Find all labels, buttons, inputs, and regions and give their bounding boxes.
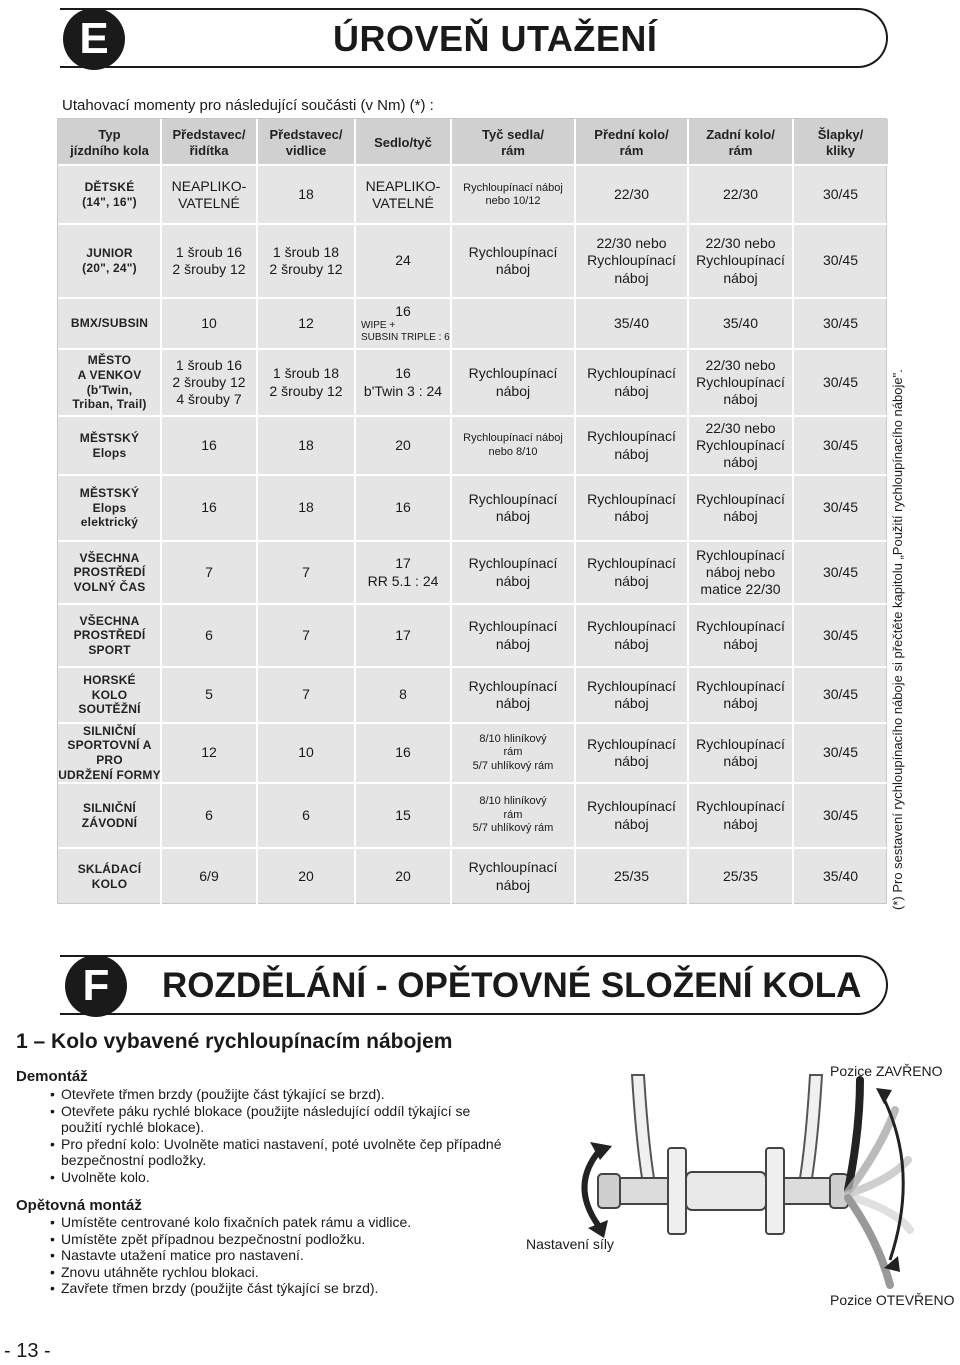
torque-value-cell: Rychloupínací náboj	[696, 735, 785, 769]
column-header: Typ jízdního kola	[70, 126, 149, 158]
torque-value-cell: 35/40	[822, 867, 859, 884]
torque-value-cell: 35/40	[613, 314, 650, 331]
torque-value-cell: 18	[298, 186, 314, 203]
bike-type-cell: DĚTSKÉ (14", 16")	[82, 180, 137, 209]
torque-value-cell: 12	[201, 744, 217, 761]
torque-value-cell: Rychloupínací náboj	[696, 798, 785, 832]
remount-heading: Opětovná montáž	[16, 1197, 142, 1214]
torque-value-cell: 10	[201, 314, 217, 331]
remount-item: • Znovu utáhněte rychlou blokaci.	[50, 1264, 510, 1281]
bike-type-cell: MĚSTO A VENKOV (b'Twin, Triban, Trail)	[72, 353, 147, 412]
torque-value-cell: Rychloupínací náboj	[468, 618, 558, 652]
column-header: Sedlo/tyč	[374, 134, 432, 150]
torque-value-cell: 10	[298, 744, 314, 761]
torque-value-cell: Rychloupínací náboj	[468, 677, 558, 711]
torque-value-cell: Rychloupínací náboj	[587, 618, 676, 652]
torque-value-cell: NEAPLIKO- VATELNÉ	[365, 177, 441, 211]
torque-value-cell: Rychloupínací náboj	[587, 555, 676, 589]
torque-value-cell: 30/45	[822, 373, 859, 390]
section-f-letter: F	[82, 961, 110, 1010]
torque-value-cell: Rychloupínací náboj	[587, 798, 676, 832]
torque-value-cell: 18	[298, 499, 314, 516]
torque-value-cell: 30/45	[822, 314, 859, 331]
torque-value-cell: 17	[395, 626, 411, 643]
torque-value-cell: Rychloupínací náboj nebo 10/12	[463, 181, 563, 207]
torque-value-cell: 7	[302, 626, 310, 643]
torque-value-cell: 30/45	[822, 436, 859, 453]
bike-type-cell: VŠECHNA PROSTŘEDÍ SPORT	[73, 613, 146, 657]
torque-value-cell: 20	[395, 436, 411, 453]
remount-item: • Umístěte centrované kolo fixačních patek rámu a vidlice.	[50, 1214, 510, 1231]
bike-type-cell: MĚSTSKÝ Elops elektrický	[79, 486, 140, 530]
torque-value-cell: Rychloupínací náboj	[587, 365, 676, 399]
torque-value-cell: 30/45	[822, 626, 859, 643]
column-header: Šlapky/ kliky	[817, 126, 864, 158]
torque-value-cell: 1 šroub 16 2 šrouby 12 4 šrouby 7	[172, 356, 246, 408]
torque-value-cell: 8/10 hliníkový rám 5/7 uhlíkový rám	[472, 732, 554, 772]
torque-value-cell: Rychloupínací náboj	[587, 490, 676, 524]
torque-value-cell: Rychloupínací náboj	[468, 243, 558, 277]
torque-value-cell: 30/45	[822, 563, 859, 580]
dismount-item: • Otevřete páku rychlé blokace (použijte následující oddíl týkající se použití rychlé blokace).	[50, 1103, 510, 1136]
torque-value-cell: 1 šroub 18 2 šrouby 12	[269, 365, 343, 399]
torque-value-cell: 1 šroub 18 2 šrouby 12	[269, 243, 343, 277]
lever-positions	[848, 1080, 910, 1285]
torque-value-cell: Rychloupínací náboj	[468, 555, 558, 589]
torque-value-cell: 16	[201, 499, 217, 516]
torque-value-cell: Rychloupínací náboj	[587, 677, 676, 711]
torque-value-cell: 18	[298, 436, 314, 453]
torque-value-cell: Rychloupínací náboj	[696, 618, 785, 652]
torque-value-cell: 24	[395, 252, 411, 269]
column-header: Představec/ vidlice	[269, 126, 343, 158]
torque-table	[57, 118, 887, 904]
torque-value-cell: Rychloupínací náboj nebo matice 22/30	[696, 546, 785, 598]
torque-value-cell: 6/9	[199, 867, 219, 884]
page-number: - 13 -	[4, 1340, 51, 1362]
quick-release-side-note: (*) Pro sestavení rychloupínacího náboje si přečtěte kapitolu „Použití rychloupínacího náboje".	[890, 369, 905, 910]
torque-value-cell: 30/45	[822, 686, 859, 703]
torque-value-cell: 30/45	[822, 744, 859, 761]
torque-value-cell: 22/30 nebo Rychloupínací náboj	[696, 419, 785, 471]
dismount-item: • Uvolněte kolo.	[50, 1169, 510, 1186]
torque-value-cell: Rychloupínací náboj	[468, 365, 558, 399]
torque-value-cell: Rychloupínací náboj	[696, 677, 785, 711]
dismount-heading: Demontáž	[16, 1068, 88, 1085]
torque-value-cell: 20	[298, 867, 314, 884]
section-e-title: ÚROVEŇ UTAŽENÍ	[333, 18, 658, 59]
torque-value-cell: 6	[205, 806, 213, 823]
torque-value-cell: 30/45	[822, 186, 859, 203]
bike-type-cell: SILNIČNÍ ZÁVODNÍ	[81, 800, 138, 830]
column-header: Tyč sedla/ rám	[482, 126, 544, 158]
torque-value-cell: 8/10 hliníkový rám 5/7 uhlíkový rám	[472, 795, 554, 835]
torque-value-cell: 22/30	[613, 186, 650, 203]
torque-value-cell: Rychloupínací náboj nebo 8/10	[463, 432, 563, 458]
dismount-item: • Pro přední kolo: Uvolněte matici nastavení, poté uvolněte čep případné bezpečnostní podložky.	[50, 1136, 510, 1169]
torque-value-cell: 8	[399, 686, 407, 703]
torque-value-cell: 5	[205, 686, 213, 703]
section-e-letter: E	[79, 14, 109, 63]
torque-value-cell: 7	[205, 563, 213, 580]
torque-value-cell: 16 WIPE + SUBSIN TRIPLE : 6	[361, 302, 450, 344]
torque-value-cell: 17 RR 5.1 : 24	[367, 555, 439, 589]
torque-value-cell: 16 b'Twin 3 : 24	[363, 365, 443, 399]
torque-value-cell: 7	[302, 686, 310, 703]
torque-value-cell: NEAPLIKO- VATELNÉ	[171, 177, 247, 211]
torque-value-cell: 35/40	[722, 314, 759, 331]
column-header: Přední kolo/ rám	[594, 126, 669, 158]
open-position-label: Pozice OTEVŘENO	[830, 1292, 955, 1308]
quick-release-hub-illustration	[560, 1060, 920, 1320]
torque-value-cell: Rychloupínací náboj	[587, 735, 676, 769]
torque-value-cell: Rychloupínací náboj	[696, 490, 785, 524]
torque-value-cell: 6	[205, 626, 213, 643]
torque-value-cell: 25/35	[722, 867, 759, 884]
torque-value-cell: 22/30	[722, 186, 759, 203]
adjust-force-label: Nastavení síly	[526, 1236, 614, 1252]
bike-type-cell: VŠECHNA PROSTŘEDÍ VOLNÝ ČAS	[73, 550, 146, 594]
fork-legs	[632, 1075, 822, 1178]
torque-value-cell: 22/30 nebo Rychloupínací náboj	[696, 356, 785, 408]
remount-item: • Umístěte zpět případnou bezpečnostní podložku.	[50, 1231, 510, 1248]
torque-value-cell: 25/35	[613, 867, 650, 884]
torque-value-cell: 22/30 nebo Rychloupínací náboj	[696, 235, 785, 286]
bike-type-cell: BMX/SUBSIN	[70, 316, 149, 331]
quick-release-wheel-heading: 1 – Kolo vybavené rychloupínacím nábojem	[16, 1030, 453, 1053]
torque-value-cell: 6	[302, 806, 310, 823]
torque-value-cell: 30/45	[822, 499, 859, 516]
remount-item: • Nastavte utažení matice pro nastavení.	[50, 1247, 510, 1264]
column-header: Představec/ řidítka	[172, 126, 246, 158]
remount-item: • Zavřete třmen brzdy (použijte část týkající se brzd).	[50, 1280, 510, 1297]
torque-value-cell: 15	[395, 806, 411, 823]
torque-value-cell: Rychloupínací náboj	[468, 859, 558, 893]
bike-type-cell: HORSKÉ KOLO SOUTĚŽNÍ	[78, 673, 141, 717]
torque-value-cell: 7	[302, 563, 310, 580]
torque-value-cell: 20	[395, 867, 411, 884]
torque-value-cell: 30/45	[822, 252, 859, 269]
section-f-title: ROZDĚLÁNÍ - OPĚTOVNÉ SLOŽENÍ KOLA	[162, 966, 862, 1005]
torque-intro-text: Utahovací momenty pro následující součásti (v Nm) (*) :	[62, 97, 434, 114]
dismount-list	[50, 1086, 510, 1185]
torque-value-cell: 16	[395, 744, 411, 761]
bike-type-cell: JUNIOR (20", 24")	[82, 246, 137, 275]
torque-value-cell: 1 šroub 16 2 šrouby 12	[172, 243, 246, 277]
torque-value-cell: 30/45	[822, 806, 859, 823]
remount-list	[50, 1214, 510, 1297]
torque-value-cell: 12	[298, 314, 314, 331]
torque-value-cell: 16	[201, 436, 217, 453]
torque-value-cell: Rychloupínací náboj	[468, 490, 558, 524]
dismount-item: • Otevřete třmen brzdy (použijte část týkající se brzd).	[50, 1086, 510, 1103]
section-f-letter-badge	[65, 955, 127, 1017]
torque-value-cell: 22/30 nebo Rychloupínací náboj	[587, 235, 676, 286]
section-e-letter-badge	[63, 8, 125, 70]
bike-type-cell: SILNIČNÍ SPORTOVNÍ A PRO UDRŽENÍ FORMY	[58, 723, 161, 782]
bike-type-cell: SKLÁDACÍ KOLO	[77, 861, 142, 891]
closed-position-label: Pozice ZAVŘENO	[830, 1063, 943, 1079]
torque-value-cell: Rychloupínací náboj	[587, 428, 676, 462]
column-header: Zadní kolo/ rám	[706, 126, 775, 158]
bike-type-cell: MĚSTSKÝ Elops	[79, 430, 140, 460]
torque-value-cell: 16	[395, 499, 411, 516]
